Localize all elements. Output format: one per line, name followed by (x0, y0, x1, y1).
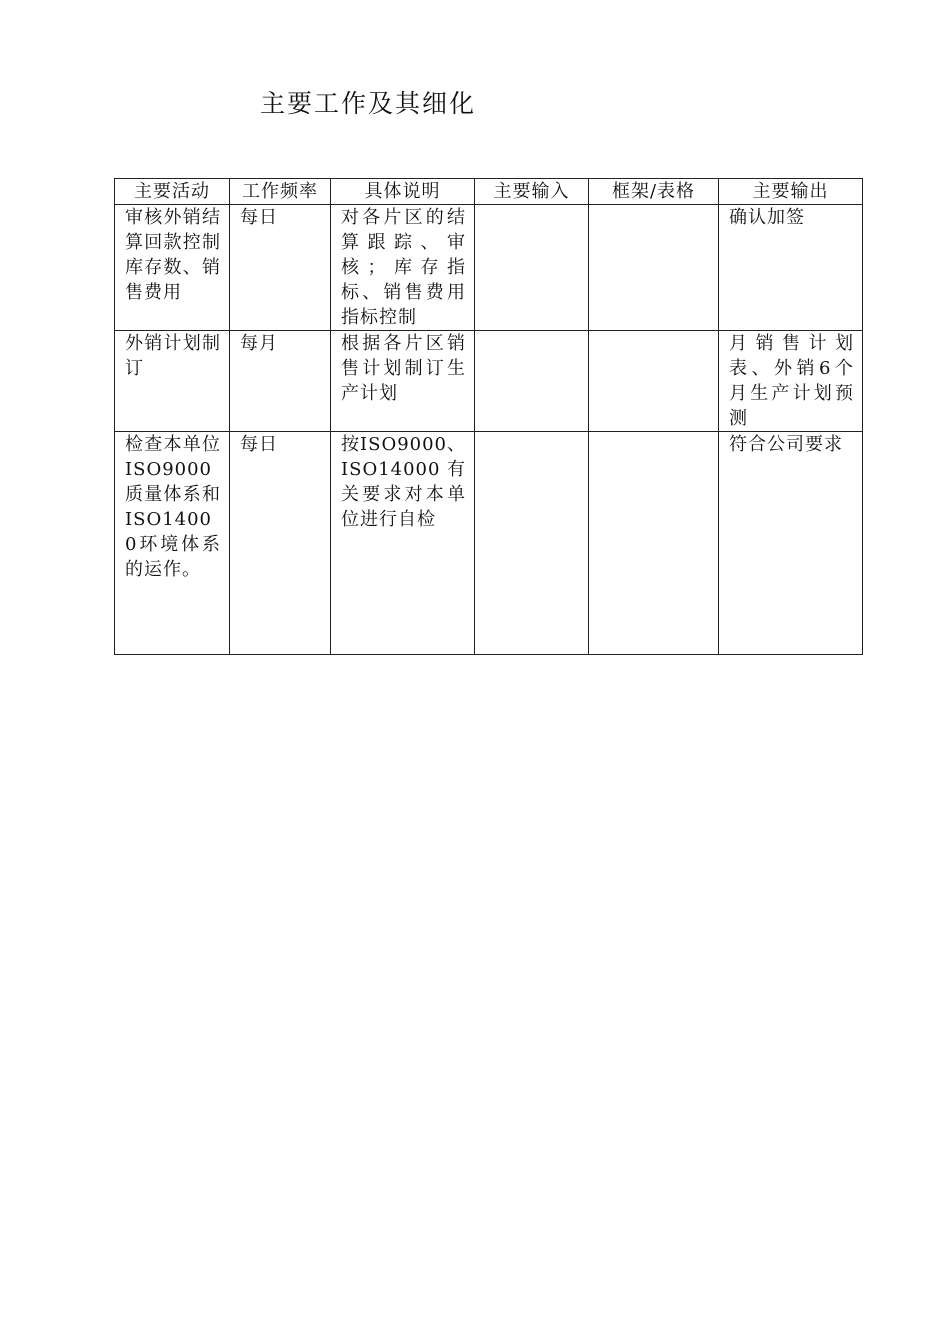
cell-frequency: 每日 (230, 432, 331, 655)
table-row (115, 432, 863, 655)
cell-input (475, 331, 589, 432)
cell-activity: 检查本单位ISO9000质量体系和ISO14000环境体系的运作。 (115, 432, 230, 655)
cell-activity: 外销计划制订 (115, 331, 230, 432)
table-row (115, 331, 863, 432)
header-output: 主要输出 (719, 179, 863, 205)
cell-description: 对各片区的结算跟踪、审核；库存指标、销售费用指标控制 (331, 205, 475, 331)
cell-framework (589, 331, 719, 432)
header-input: 主要输入 (475, 179, 589, 205)
cell-frequency: 每日 (230, 205, 331, 331)
cell-description: 按ISO9000、ISO14000有关要求对本单位进行自检 (331, 432, 475, 655)
page-title: 主要工作及其细化 (260, 89, 477, 118)
cell-description: 根据各片区销售计划制订生产计划 (331, 331, 475, 432)
work-detail-table (114, 178, 863, 655)
cell-output: 确认加签 (719, 205, 863, 331)
header-description: 具体说明 (331, 179, 475, 205)
cell-input (475, 205, 589, 331)
header-framework: 框架/表格 (589, 179, 719, 205)
cell-frequency: 每月 (230, 331, 331, 432)
header-activity: 主要活动 (115, 179, 230, 205)
header-frequency: 工作频率 (230, 179, 331, 205)
cell-framework (589, 432, 719, 655)
table-row (115, 205, 863, 331)
cell-activity: 审核外销结算回款控制库存数、销售费用 (115, 205, 230, 331)
table-header-row (115, 179, 863, 205)
cell-input (475, 432, 589, 655)
cell-output: 符合公司要求 (719, 432, 863, 655)
cell-output: 月销售计划表、外销6个月生产计划预测 (719, 331, 863, 432)
cell-framework (589, 205, 719, 331)
